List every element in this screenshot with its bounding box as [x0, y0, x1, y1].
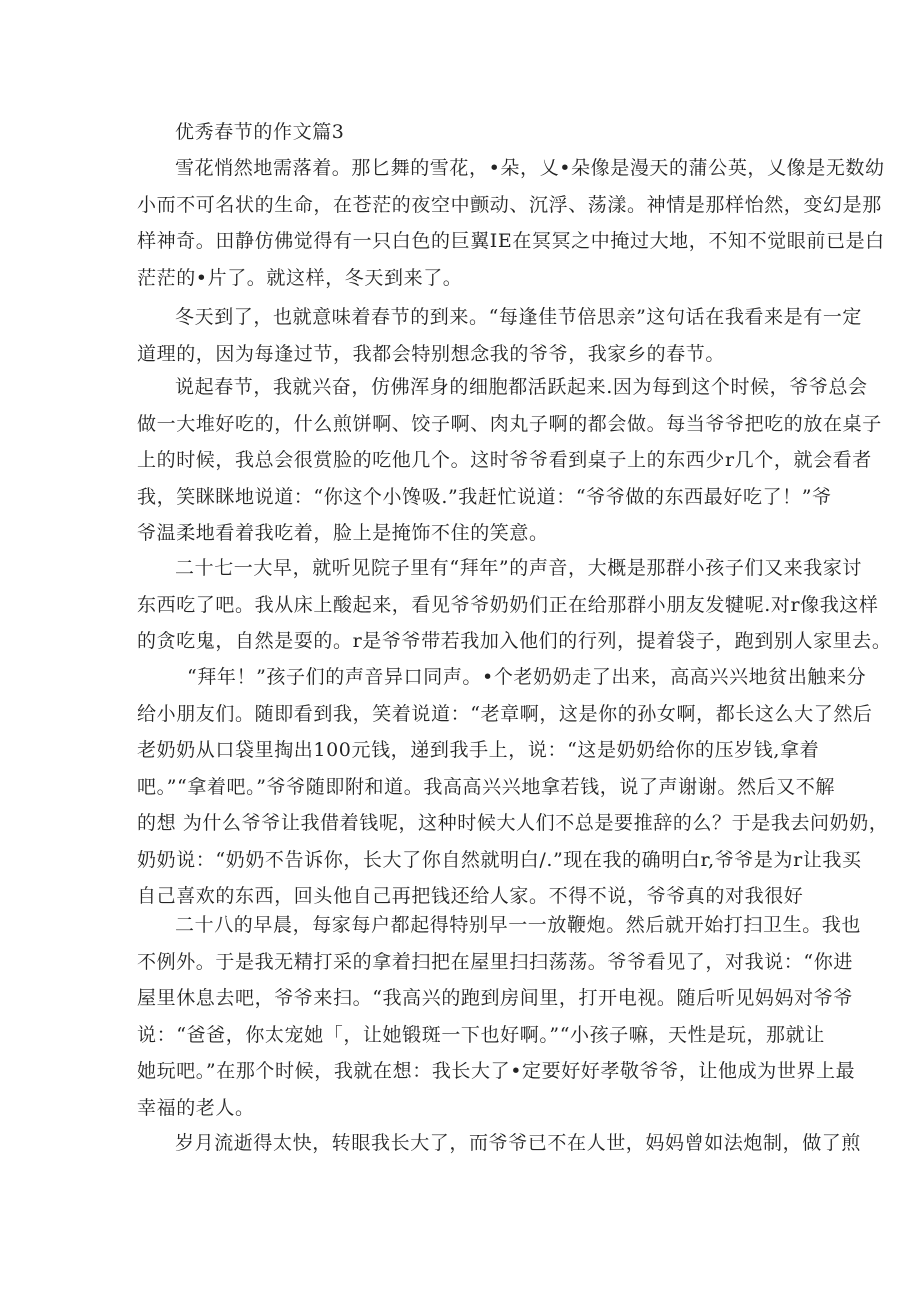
text-line: 岁月流逝得太快，转眼我长大了，而爷爷已不在人世，妈妈曾如法炮制，做了煎: [175, 1132, 862, 1154]
paragraph-3: [137, 369, 882, 552]
text-line: 冬天到了，也就意味着春节的到来。“每逢佳节倍思亲”这句话在我看来是有一定: [175, 306, 863, 328]
text-line: 自己喜欢的东西，回头他自己再把钱还给人家。不得不说，爷爷真的对我很好: [137, 885, 804, 907]
text-line: 的想 为什么爷爷让我借着钱呢，这种时候大人们不总是要推辞的么？于是我去问奶奶，: [137, 812, 889, 834]
text-line: 说：“爸爸，你太宠她「，让她锻斑一下也好啊。”“小孩子嘛，天性是玩，那就让: [137, 1023, 825, 1046]
paragraph-6: [137, 907, 862, 1126]
document-title: [137, 114, 797, 151]
text-line: 茫茫的•片了。就这样，冬天到来了。: [137, 266, 463, 289]
text-line: 道理的，因为每逢过节，我都会特别想念我的爷爷，我家乡的春节。: [137, 342, 726, 365]
text-line: 样神奇。田静仿佛觉得有一只白色的巨翼IE在冥冥之中掩过大地，不知不觉眼前已是白: [137, 230, 885, 252]
text-line: 雪花悄然地需落着。那匕舞的雪花，•朵，乂•朵像是漫天的蒲公英，乂像是无数幼: [175, 157, 885, 179]
paragraph-2: [137, 299, 863, 372]
title-text: 优秀春节的作文篇3: [175, 121, 345, 143]
text-line: 她玩吧。”在那个时候，我就在想：我长大了•定要好好孝敬爷爷，让他成为世界上最: [137, 1060, 856, 1082]
text-line: 说起春节，我就兴奋，仿佛浑身的细胞都活跃起来.因为每到这个时候，爷爷总会: [175, 376, 868, 398]
text-line: 给小朋友们。随即看到我，笑着说道：“老章啊，这是你的孙女啊，都长这么大了然后: [137, 702, 873, 725]
text-line: 老奶奶从口袋里掏出100元钱，递到我手上，说：“这是奶奶给你的压岁钱,拿着: [137, 739, 820, 761]
text-line: 爷温柔地看着我吃着，脸上是掩饰不住的笑意。: [137, 522, 549, 544]
text-line: 上的时候，我总会很赏脸的吃他几个。这时爷爷看到桌子上的东西少r几个，就会看者: [137, 449, 872, 471]
paragraph-7: [137, 1125, 862, 1162]
text-line: 的贪吃鬼，自然是耍的。r是爷爷带若我加入他们的行列，提着袋子，跑到别人家里去。: [137, 630, 892, 652]
text-line: 屋里休息去吧，爷爷来扫。“我高兴的跑到房间里，打开电视。随后听见妈妈对爷爷: [137, 987, 853, 1009]
text-line: 奶奶说：“奶奶不告诉你，长大了你自然就明白/.”现在我的确明白r,爷爷是为r让我买: [137, 848, 862, 871]
text-line: 幸福的老人。: [137, 1096, 255, 1119]
text-line: 做一大堆好吃的，什么煎饼啊、饺子啊、肉丸子啊的都会做。每当爷爷把吃的放在桌子: [137, 412, 882, 435]
text-line: 小而不可名状的生命，在苍茫的夜空中颤动、沉浮、荡漾。神情是那样怡然，变幻是那: [137, 193, 882, 216]
text-line: 二十七一大早，就听见院子里有“拜年”的声音，大概是那群小孩子们又来我家讨: [175, 557, 863, 579]
text-line: 吧。”“拿着吧。”爷爷随即附和道。我高高兴兴地拿若钱，说了声谢谢。然后又不解: [137, 775, 835, 798]
text-line: 不例外。于是我无精打采的拿着扫把在屋里扫扫荡荡。爷爷看见了，对我说：“你进: [137, 950, 853, 973]
text-line: 二十八的早晨，每家每户都起得特别早一一放鞭炮。然后就开始打扫卫生。我也: [175, 914, 862, 936]
paragraph-1: [137, 150, 885, 296]
text-line: “拜年！”孩子们的声音异口同声。•个老奶奶走了出来，高高兴兴地贫出触来分: [187, 666, 867, 688]
text-line: 我，笑眯眯地说道：“你这个小馋吸.”我赶忙说道：“爷爷做的东西最好吃了！”爷: [137, 485, 832, 508]
paragraph-4: [137, 550, 892, 660]
text-line: 东西吃了吧。我从床上酸起来，看见爷爷奶奶们正在给那群小朋友发犍呢.对r像我这样: [137, 593, 879, 616]
paragraph-5: [137, 659, 889, 915]
